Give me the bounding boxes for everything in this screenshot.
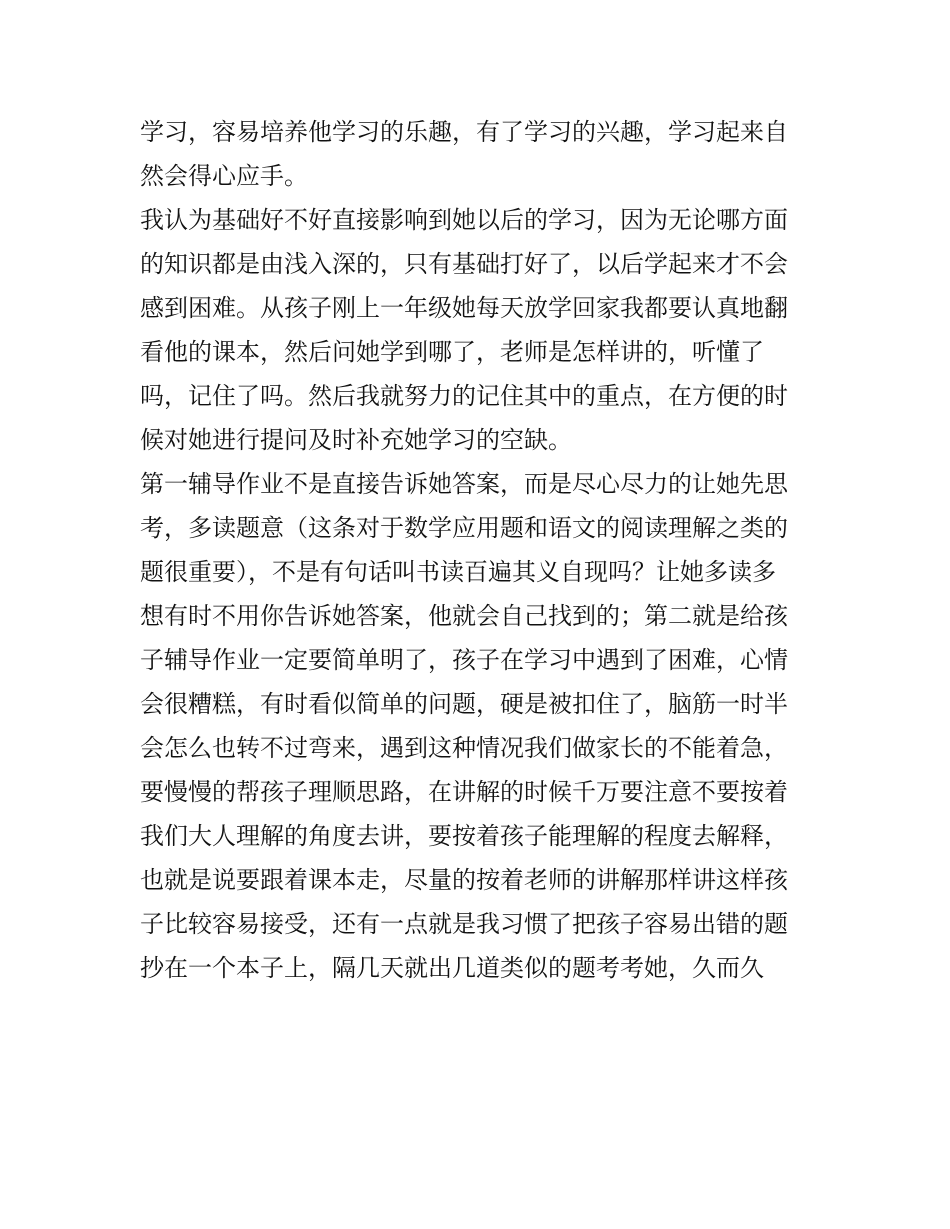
text-line: 学习，容易培养他学习的乐趣，有了学习的兴趣，学习起来自 bbox=[140, 118, 788, 146]
text-line: 感到困难。从孩子刚上一年级她每天放学回家我都要认真地翻 bbox=[140, 294, 788, 322]
text-line: 也就是说要跟着课本走，尽量的按着老师的讲解那样讲这样孩 bbox=[140, 866, 788, 894]
text-line: 会很糟糕，有时看似简单的问题，硬是被扣住了，脑筋一时半 bbox=[140, 690, 788, 718]
text-line: 抄在一个本子上，隔几天就出几道类似的题考考她，久而久 bbox=[140, 954, 764, 982]
text-line: 想有时不用你告诉她答案，他就会自己找到的；第二就是给孩 bbox=[140, 602, 788, 630]
text-line: 子比较容易接受，还有一点就是我习惯了把孩子容易出错的题 bbox=[140, 910, 788, 938]
document-body bbox=[140, 110, 820, 990]
text-line: 候对她进行提问及时补充她学习的空缺。 bbox=[140, 426, 572, 454]
text-line: 看他的课本，然后问她学到哪了，老师是怎样讲的，听懂了 bbox=[140, 338, 764, 366]
text-line: 然会得心应手。 bbox=[140, 162, 308, 190]
text-line: 我们大人理解的角度去讲，要按着孩子能理解的程度去解释， bbox=[140, 822, 788, 850]
text-line: 吗，记住了吗。然后我就努力的记住其中的重点，在方便的时 bbox=[140, 382, 788, 410]
text-line: 考，多读题意（这条对于数学应用题和语文的阅读理解之类的 bbox=[140, 514, 788, 542]
text-line: 子辅导作业一定要简单明了，孩子在学习中遇到了困难，心情 bbox=[140, 646, 788, 674]
text-line: 题很重要），不是有句话叫书读百遍其义自现吗？让她多读多 bbox=[140, 558, 776, 586]
text-line: 我认为基础好不好直接影响到她以后的学习，因为无论哪方面 bbox=[140, 206, 788, 234]
text-line: 的知识都是由浅入深的，只有基础打好了，以后学起来才不会 bbox=[140, 250, 788, 278]
text-line: 第一辅导作业不是直接告诉她答案，而是尽心尽力的让她先思 bbox=[140, 470, 788, 498]
text-line: 会怎么也转不过弯来，遇到这种情况我们做家长的不能着急， bbox=[140, 734, 788, 762]
text-line: 要慢慢的帮孩子理顺思路，在讲解的时候千万要注意不要按着 bbox=[140, 778, 788, 806]
